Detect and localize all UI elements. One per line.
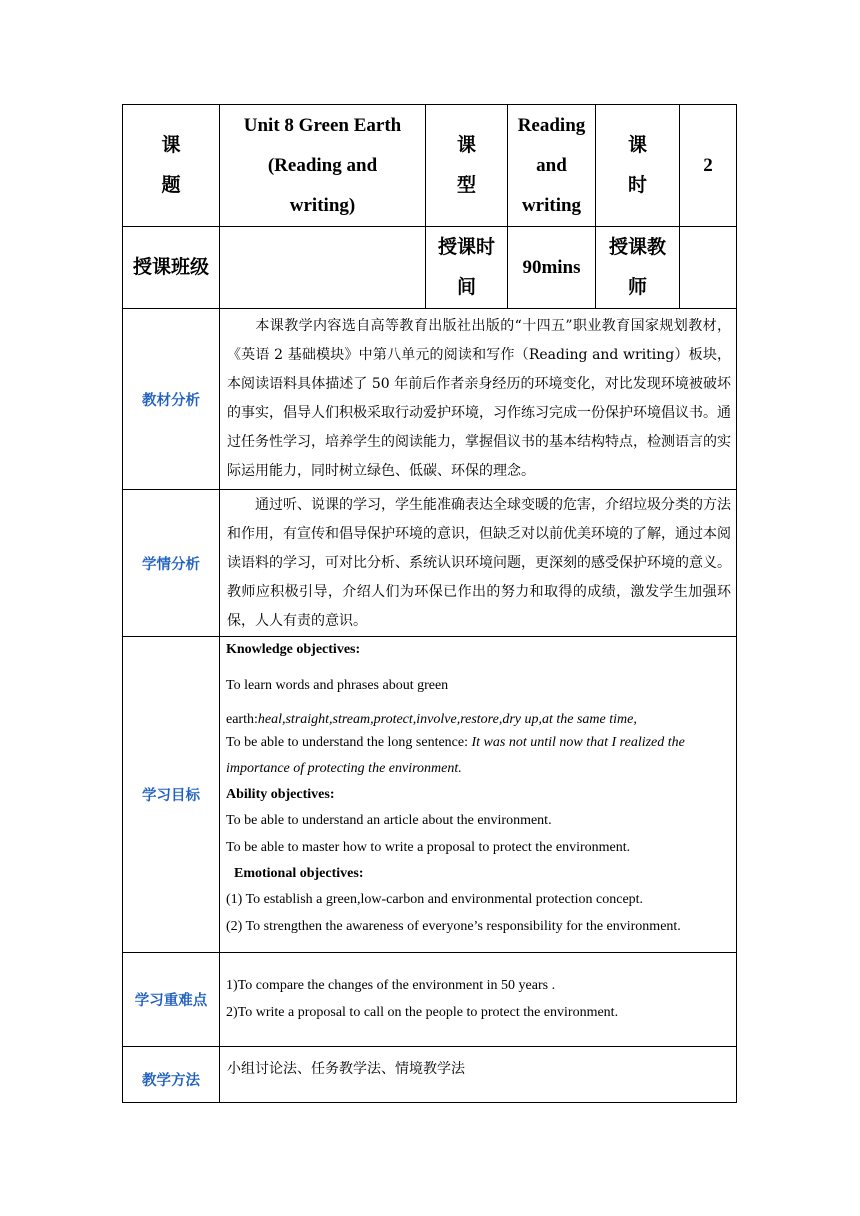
knowledge-item	[226, 710, 732, 730]
methods-text: 小组讨论法、任务教学法、情境教学法	[220, 1047, 737, 1103]
type-line: and	[536, 154, 567, 176]
knowledge-item: To learn words and phrases about green	[226, 678, 449, 694]
learners-label: 学情分析	[123, 490, 220, 637]
objectives-cell	[220, 637, 737, 953]
duration-label-line: 间	[456, 276, 476, 298]
teacher-label-line: 授课教	[608, 236, 666, 258]
material-text: 本课教学内容选自高等教育出版社出版的“十四五”职业教育国家规划教材，《英语 2 基础模块》中第八单元的阅读和写作（Reading and writing）板块，本阅读语料具体描述了 50 年前后作者亲身经历的环境变化，对比发现环境被破坏的事实，倡导人们积极采取行动爱护环境，习作练习完成一份保护环境倡议书。通过任务性学习，培养学生的阅读能力，掌握倡议书的基本结构特点，检测语言的实际运用能力，同时树立绿色、低碳、环保的理念。	[227, 318, 731, 479]
methods-row	[123, 1047, 737, 1103]
emotional-item: (2) To strengthen the awareness of everyone’s responsibility for the environment.	[226, 918, 681, 934]
class-label: 授课班级	[123, 227, 220, 309]
class-value	[220, 227, 426, 309]
teacher-label-line: 师	[627, 276, 647, 298]
learners-row	[123, 490, 737, 637]
learners-text: 通过听、说课的学习，学生能准确表达全球变暖的危害，介绍垃圾分类的方法和作用，有宣传和倡导保护环境的意识，但缺乏对以前优美环境的了解，通过本阅读语料的学习，可对比分析、系统认识环境问题，更深刻的感受保护环境的意义。教师应积极引导，介绍人们为环保已作出的努力和取得的成绩，激发学生加强环保，人人有责的意识。	[227, 496, 731, 629]
knowledge-prefix: earth:	[226, 711, 258, 727]
teacher-value	[680, 227, 737, 309]
header-row-1	[123, 105, 737, 227]
type-line: writing	[521, 194, 582, 216]
type-line: Reading	[517, 114, 586, 136]
knowledge-sentence: It was not until now that I realized the importance of protecting the environment.	[226, 734, 685, 776]
knowledge-item	[226, 730, 732, 783]
duration-label-line: 授课时	[437, 236, 495, 258]
duration-value: 90mins	[508, 227, 596, 309]
duration-label	[426, 227, 508, 309]
objectives-label: 学习目标	[123, 637, 220, 953]
key-points-row	[123, 953, 737, 1047]
header-row-2	[123, 227, 737, 309]
knowledge-heading: Knowledge objectives:	[226, 642, 361, 657]
key-points-label: 学习重难点	[123, 953, 220, 1047]
topic-line: writing)	[289, 194, 356, 216]
ability-heading: Ability objectives:	[226, 787, 335, 803]
key-points-cell	[220, 953, 737, 1047]
key-point-item: 2)To write a proposal to call on the people to protect the environment.	[226, 1004, 619, 1020]
topic-line: Unit 8 Green Earth	[243, 114, 402, 136]
type-value	[508, 105, 596, 227]
type-label: 课 型	[426, 105, 508, 227]
knowledge-prefix: To be able to understand the long sentence:	[226, 734, 472, 750]
objectives-row	[123, 637, 737, 953]
topic-value	[220, 105, 426, 227]
period-label: 课 时	[596, 105, 680, 227]
emotional-heading: Emotional objectives:	[234, 866, 364, 882]
knowledge-words: heal,straight,stream,protect,involve,restore,dry up,at the same time,	[257, 711, 637, 727]
material-cell	[220, 309, 737, 490]
ability-item: To be able to master how to write a proposal to protect the environment.	[226, 839, 631, 855]
emotional-item: (1) To establish a green,low-carbon and environmental protection concept.	[226, 892, 644, 908]
learners-cell	[220, 490, 737, 637]
lesson-plan-table	[122, 104, 737, 1103]
period-value: 2	[680, 105, 737, 227]
material-row	[123, 309, 737, 490]
topic-label: 课 题	[123, 105, 220, 227]
material-label: 教材分析	[123, 309, 220, 490]
key-point-item: 1)To compare the changes of the environment in 50 years .	[226, 978, 556, 994]
ability-item: To be able to understand an article about the environment.	[226, 813, 552, 829]
teacher-label	[596, 227, 680, 309]
methods-label: 教学方法	[123, 1047, 220, 1103]
topic-line: (Reading and	[267, 154, 378, 176]
